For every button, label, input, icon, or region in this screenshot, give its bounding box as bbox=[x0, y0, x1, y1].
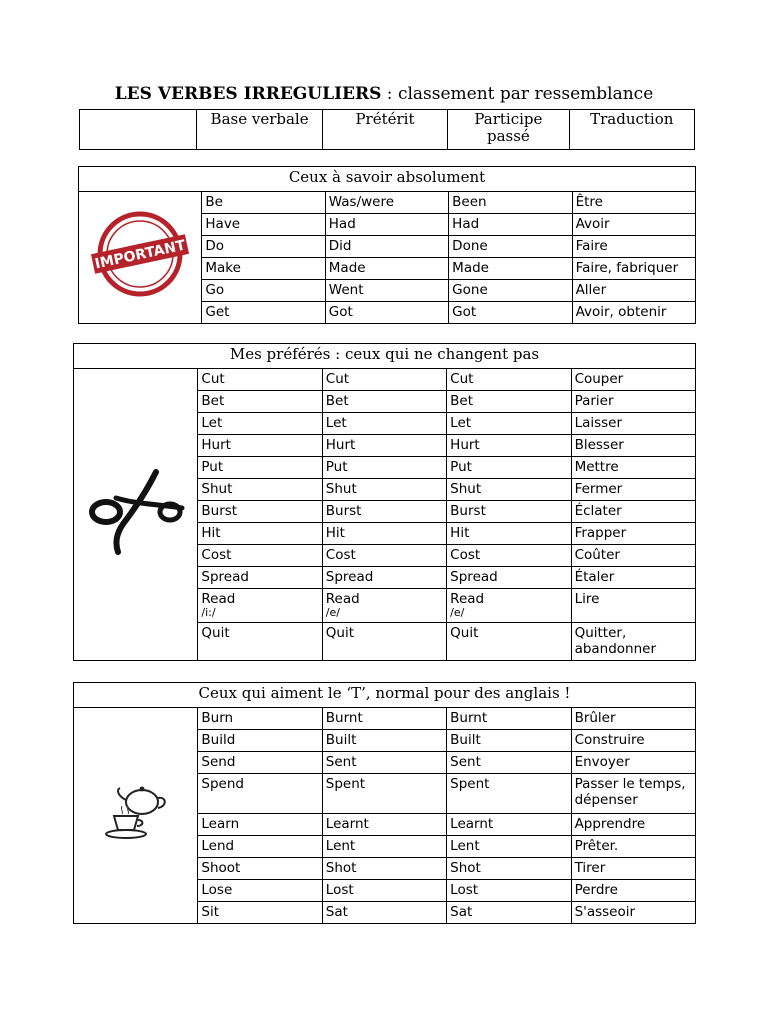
cell: Get bbox=[202, 302, 325, 324]
cell: Lent bbox=[447, 836, 571, 858]
cell: Made bbox=[325, 258, 448, 280]
cell: Hurt bbox=[198, 435, 322, 457]
cell: Être bbox=[572, 192, 695, 214]
cell: Lost bbox=[447, 880, 571, 902]
cell: Hurt bbox=[322, 435, 446, 457]
cell: Sat bbox=[322, 902, 446, 924]
cell: Burn bbox=[198, 708, 322, 730]
title-sub: : classement par ressemblance bbox=[381, 84, 654, 104]
section-heading: Ceux qui aiment le ‘T’, normal pour des anglais ! bbox=[74, 683, 696, 708]
cell: Send bbox=[198, 752, 322, 774]
cell: Frapper bbox=[571, 523, 695, 545]
cell: Had bbox=[325, 214, 448, 236]
cell: Shoot bbox=[198, 858, 322, 880]
svg-text:IMPORTANT: IMPORTANT bbox=[93, 237, 188, 272]
cell: Coûter bbox=[571, 545, 695, 567]
cell: Gone bbox=[449, 280, 572, 302]
cell: Parier bbox=[571, 391, 695, 413]
cell: Learn bbox=[198, 814, 322, 836]
cell: Burst bbox=[198, 501, 322, 523]
cell: Cut bbox=[447, 369, 571, 391]
section-important bbox=[78, 166, 696, 324]
cell: Hit bbox=[447, 523, 571, 545]
cell: Sit bbox=[198, 902, 322, 924]
cell: Spent bbox=[447, 774, 571, 814]
cell: Burnt bbox=[447, 708, 571, 730]
header-empty bbox=[80, 110, 197, 150]
cell: Quitter, abandonner bbox=[571, 623, 695, 661]
header-participe: Participe passé bbox=[448, 110, 569, 150]
cell: Brûler bbox=[571, 708, 695, 730]
cell: Made bbox=[449, 258, 572, 280]
cell: Faire bbox=[572, 236, 695, 258]
header-base-verbale: Base verbale bbox=[197, 110, 322, 150]
cell: Got bbox=[449, 302, 572, 324]
cell: Built bbox=[322, 730, 446, 752]
cell: Cut bbox=[198, 369, 322, 391]
scissors-icon bbox=[74, 369, 198, 661]
section-heading: Mes préférés : ceux qui ne changent pas bbox=[74, 344, 696, 369]
cell: Shot bbox=[447, 858, 571, 880]
cell: Spent bbox=[322, 774, 446, 814]
cell: Spend bbox=[198, 774, 322, 814]
cell: Learnt bbox=[447, 814, 571, 836]
cell: Faire, fabriquer bbox=[572, 258, 695, 280]
cell: Mettre bbox=[571, 457, 695, 479]
cell: Shut bbox=[198, 479, 322, 501]
cell: Be bbox=[202, 192, 325, 214]
cell: Prêter. bbox=[571, 836, 695, 858]
cell: Let bbox=[198, 413, 322, 435]
cell: Built bbox=[447, 730, 571, 752]
cell: Burst bbox=[322, 501, 446, 523]
cell: Build bbox=[198, 730, 322, 752]
cell: Let bbox=[447, 413, 571, 435]
cell: Lost bbox=[322, 880, 446, 902]
cell: Quit bbox=[322, 623, 446, 661]
section-unchanged bbox=[73, 343, 696, 661]
cell: Laisser bbox=[571, 413, 695, 435]
cell: Sent bbox=[447, 752, 571, 774]
cell: Hit bbox=[322, 523, 446, 545]
cell: Spread bbox=[322, 567, 446, 589]
cell: Tirer bbox=[571, 858, 695, 880]
cell: Sat bbox=[447, 902, 571, 924]
cell: Quit bbox=[198, 623, 322, 661]
cell: Lose bbox=[198, 880, 322, 902]
title-main: LES VERBES IRREGULIERS bbox=[114, 84, 382, 104]
cell: Did bbox=[325, 236, 448, 258]
cell: Fermer bbox=[571, 479, 695, 501]
header-traduction: Traduction bbox=[569, 110, 694, 150]
cell: Done bbox=[449, 236, 572, 258]
cell: Go bbox=[202, 280, 325, 302]
cell: Lent bbox=[322, 836, 446, 858]
section-t-verbs bbox=[73, 682, 696, 924]
cell: Shut bbox=[447, 479, 571, 501]
cell: Étaler bbox=[571, 567, 695, 589]
cell: Blesser bbox=[571, 435, 695, 457]
cell: Been bbox=[449, 192, 572, 214]
cell: Bet bbox=[447, 391, 571, 413]
cell: Burnt bbox=[322, 708, 446, 730]
cell: Cost bbox=[198, 545, 322, 567]
cell: Spread bbox=[198, 567, 322, 589]
cell: Construire bbox=[571, 730, 695, 752]
cell: Read /e/ bbox=[322, 589, 446, 623]
header-preterit: Prétérit bbox=[322, 110, 447, 150]
cell: Cost bbox=[322, 545, 446, 567]
cell: Éclater bbox=[571, 501, 695, 523]
important-stamp-icon bbox=[79, 192, 202, 324]
cell: Put bbox=[447, 457, 571, 479]
cell: Bet bbox=[198, 391, 322, 413]
cell: Avoir, obtenir bbox=[572, 302, 695, 324]
cell: Put bbox=[198, 457, 322, 479]
cell: Burst bbox=[447, 501, 571, 523]
cell: Hit bbox=[198, 523, 322, 545]
cell: Hurt bbox=[447, 435, 571, 457]
cell: Aller bbox=[572, 280, 695, 302]
cell: Do bbox=[202, 236, 325, 258]
cell: Shot bbox=[322, 858, 446, 880]
header-table bbox=[79, 109, 695, 150]
cell: Put bbox=[322, 457, 446, 479]
cell: Apprendre bbox=[571, 814, 695, 836]
page-title bbox=[0, 84, 768, 104]
cell: S'asseoir bbox=[571, 902, 695, 924]
cell: Sent bbox=[322, 752, 446, 774]
cell: Passer le temps, dépenser bbox=[571, 774, 695, 814]
cell: Have bbox=[202, 214, 325, 236]
cell: Cost bbox=[447, 545, 571, 567]
cell: Had bbox=[449, 214, 572, 236]
cell: Cut bbox=[322, 369, 446, 391]
cell: Make bbox=[202, 258, 325, 280]
cell: Got bbox=[325, 302, 448, 324]
cell: Let bbox=[322, 413, 446, 435]
teapot-icon bbox=[74, 708, 198, 924]
section-heading: Ceux à savoir absolument bbox=[79, 167, 696, 192]
cell: Perdre bbox=[571, 880, 695, 902]
cell: Couper bbox=[571, 369, 695, 391]
cell: Shut bbox=[322, 479, 446, 501]
cell: Quit bbox=[447, 623, 571, 661]
cell: Read /i:/ bbox=[198, 589, 322, 623]
cell: Learnt bbox=[322, 814, 446, 836]
cell: Spread bbox=[447, 567, 571, 589]
cell: Was/were bbox=[325, 192, 448, 214]
cell: Read /e/ bbox=[447, 589, 571, 623]
cell: Lend bbox=[198, 836, 322, 858]
cell: Bet bbox=[322, 391, 446, 413]
cell: Envoyer bbox=[571, 752, 695, 774]
cell: Lire bbox=[571, 589, 695, 623]
cell: Avoir bbox=[572, 214, 695, 236]
cell: Went bbox=[325, 280, 448, 302]
